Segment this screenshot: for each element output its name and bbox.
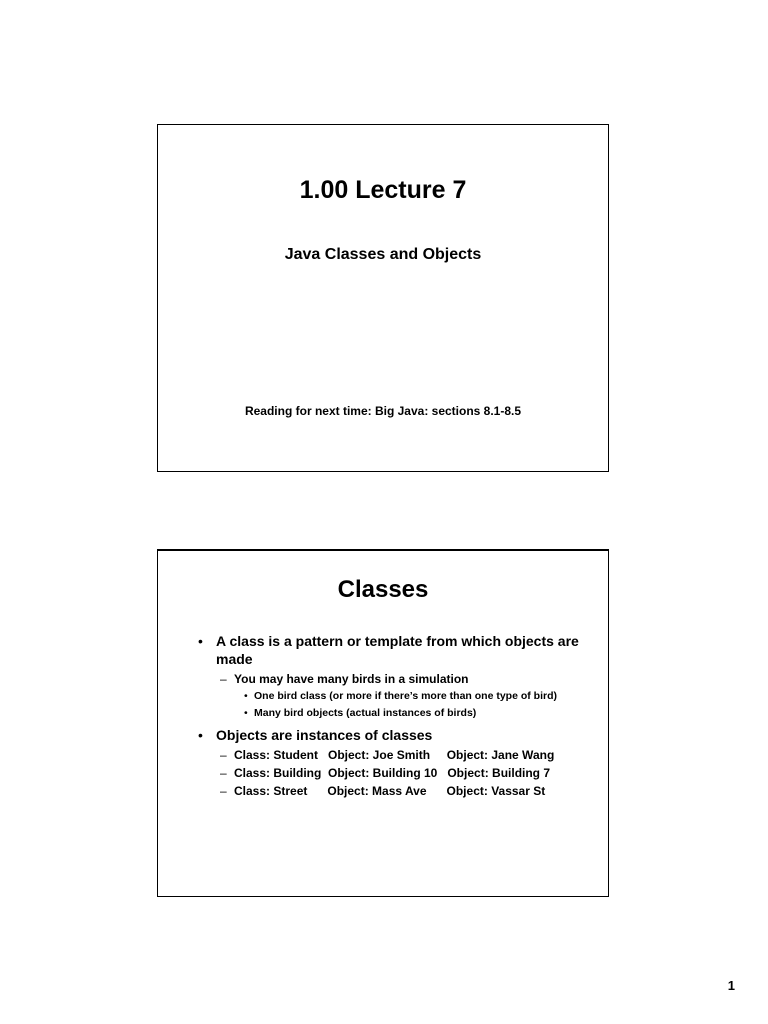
sub-bullet-item — [196, 670, 596, 688]
bullet-item — [196, 726, 596, 744]
slide-2 — [157, 549, 609, 897]
slide-2-body — [196, 632, 596, 800]
sub-bullet-item — [196, 764, 596, 782]
bullet-dot-icon: • — [198, 633, 203, 649]
dash-icon: – — [220, 748, 227, 762]
bullet-text: A class is a pattern or template from which objects are made — [216, 633, 579, 667]
dash-icon: – — [220, 784, 227, 798]
sub-bullet-item — [196, 746, 596, 764]
dash-icon: – — [220, 766, 227, 780]
sub-bullet-item — [196, 782, 596, 800]
sub-sub-bullet-text: One bird class (or more if there’s more than one type of bird) — [254, 690, 557, 702]
sub-bullet-text: Class: Building Object: Building 10 Object: Building 7 — [234, 766, 551, 780]
sub-bullet-text: Class: Student Object: Joe Smith Object: Jane Wang — [234, 748, 555, 762]
bullet-dot-icon: • — [244, 707, 248, 719]
page-number: 1 — [727, 978, 735, 993]
slide-1 — [157, 124, 609, 472]
sub-bullet-text: Class: Street Object: Mass Ave Object: Vassar St — [234, 784, 546, 798]
slide-1-title: 1.00 Lecture 7 — [299, 176, 467, 204]
bullet-dot-icon: • — [244, 690, 248, 702]
sub-sub-bullet-text: Many bird objects (actual instances of birds) — [254, 707, 477, 719]
bullet-text: Objects are instances of classes — [216, 727, 433, 743]
bullet-item — [196, 632, 596, 668]
sub-bullet-text: You may have many birds in a simulation — [234, 672, 469, 686]
sub-sub-bullet-item — [196, 688, 596, 705]
slide-1-reading-note: Reading for next time: Big Java: sections 8.1-8.5 — [244, 404, 522, 418]
slide-1-subtitle: Java Classes and Objects — [284, 246, 482, 263]
slide-2-title: Classes — [337, 576, 429, 603]
bullet-dot-icon: • — [198, 727, 203, 743]
sub-sub-bullet-item — [196, 705, 596, 722]
dash-icon: – — [220, 672, 227, 686]
